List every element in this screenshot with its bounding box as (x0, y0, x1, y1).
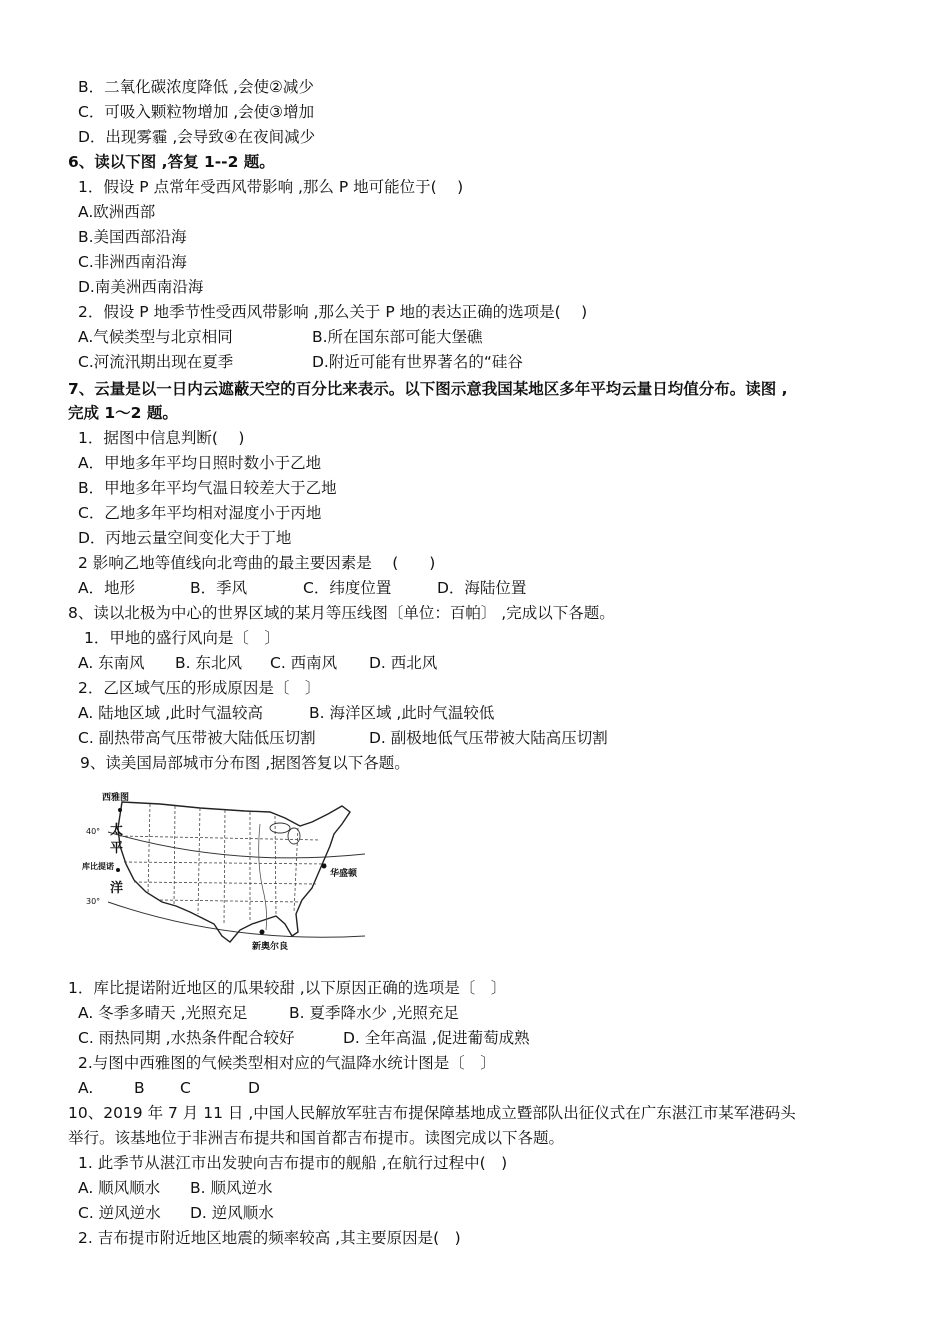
seattle-label: 西雅图 (102, 793, 130, 803)
q10-heading-line2: 举行。该基地位于非洲吉布提共和国首都吉布提市。读图完成以下各题。 (68, 1129, 565, 1147)
q9-heading: 9、读美国局部城市分布图 ,据图答复以下各题。 (80, 754, 410, 772)
q7-1-option-b: B．甲地多年平均气温日较差大于乙地 (78, 479, 337, 497)
pacific-char-2: 平 (110, 841, 124, 856)
q7-2-option-b: B．季风 (190, 579, 248, 597)
q8-1-stem: 1．甲地的盛行风向是〔 〕 (84, 629, 280, 647)
q7-2-stem: 2 影响乙地等值线向北弯曲的最主要因素是 ( ) (78, 554, 436, 572)
q9-1-option-a: A. 冬季多晴天 ,光照充足 (78, 1004, 248, 1022)
q5-option-b: B．二氧化碳浓度降低 ,会使②减少 (78, 78, 314, 96)
q6-1-option-c: C.非洲西南沿海 (78, 253, 187, 271)
q8-heading: 8、读以北极为中心的世界区域的某月等压线图〔单位：百帕〕 ,完成以下各题。 (68, 604, 615, 622)
q10-1-option-a: A. 顺风顺水 (78, 1179, 161, 1197)
q9-2-option-c: C (180, 1079, 191, 1097)
q7-1-option-c: C．乙地多年平均相对湿度小于丙地 (78, 504, 322, 522)
q6-1-option-a: A.欧洲西部 (78, 203, 156, 221)
lat30-label: 30° (86, 897, 101, 906)
q6-1-option-d: D.南美洲西南沿海 (78, 278, 204, 296)
q8-1-option-a: A. 东南风 (78, 654, 145, 672)
q6-heading: 6、读以下图 ,答复 1--2 题。 (68, 153, 275, 171)
q8-1-option-d: D. 西北风 (369, 654, 438, 672)
q6-2-option-d: D.附近可能有世界著名的“硅谷 (312, 353, 523, 371)
q9-2-stem: 2.与图中西雅图的气候类型相对应的气温降水统计图是〔 〕 (78, 1054, 496, 1072)
q9-1-option-c: C. 雨热同期 ,水热条件配合较好 (78, 1029, 295, 1047)
washington-label: 华盛顿 (330, 869, 358, 879)
q8-1-option-b: B. 东北风 (175, 654, 242, 672)
q7-1-option-d: D．丙地云量空间变化大于丁地 (78, 529, 292, 547)
q8-2-option-a: A. 陆地区域 ,此时气温较高 (78, 704, 264, 722)
q10-1-option-b: B. 顺风逆水 (190, 1179, 273, 1197)
q9-1-option-b: B. 夏季降水少 ,光照充足 (289, 1004, 459, 1022)
q10-heading-line1: 10、2019 年 7 月 11 日 ,中国人民解放军驻吉布提保障基地成立暨部队出征仪式在广东湛江市某军港码头 (68, 1104, 796, 1122)
q6-2-option-b: B.所在国东部可能大堡礁 (312, 328, 483, 346)
q9-2-option-d: D (248, 1079, 260, 1097)
q9-1-stem: 1．库比提诺附近地区的瓜果较甜 ,以下原因正确的选项是〔 〕 (68, 979, 507, 997)
q7-heading-line1: 7、云量是以一日内云遮蔽天空的百分比来表示。以下图示意我国某地区多年平均云量日均值分布。读图 , (68, 380, 788, 398)
q7-1-stem: 1．据图中信息判断( ) (78, 429, 245, 447)
q9-2-option-b: B (134, 1079, 145, 1097)
q7-2-option-d: D．海陆位置 (437, 579, 527, 597)
new-orleans-dot (260, 930, 265, 935)
washington-dot (322, 864, 327, 869)
q8-2-option-b: B. 海洋区域 ,此时气温较低 (309, 704, 495, 722)
q10-1-stem: 1. 此季节从湛江市出发驶向吉布提市的舰船 ,在航行过程中( ) (78, 1154, 508, 1172)
q8-2-option-d: D. 副极地低气压带被大陆高压切割 (369, 729, 608, 747)
q6-2-stem: 2．假设 P 地季节性受西风带影响 ,那么关于 P 地的表达正确的选项是( ) (78, 303, 588, 321)
q7-1-option-a: A．甲地多年平均日照时数小于乙地 (78, 454, 322, 472)
seattle-dot (118, 808, 122, 812)
q9-2-option-a: A. (78, 1079, 94, 1097)
usa-city-map (80, 784, 370, 964)
q7-2-option-c: C．纬度位置 (303, 579, 392, 597)
q10-2-stem: 2. 吉布提市附近地区地震的频率较高 ,其主要原因是( ) (78, 1229, 461, 1247)
q6-1-stem: 1．假设 P 点常年受西风带影响 ,那么 P 地可能位于( ) (78, 178, 464, 196)
q6-1-option-b: B.美国西部沿海 (78, 228, 187, 246)
new-orleans-label: 新奥尔良 (252, 942, 289, 952)
q8-2-stem: 2．乙区域气压的形成原因是〔 〕 (78, 679, 321, 697)
q7-2-option-a: A．地形 (78, 579, 136, 597)
q6-2-option-c: C.河流汛期出现在夏季 (78, 353, 234, 371)
q6-2-option-a: A.气候类型与北京相同 (78, 328, 233, 346)
lat40-label: 40° (86, 827, 101, 836)
q5-option-d: D．出现雾霾 ,会导致④在夜间减少 (78, 128, 316, 146)
q7-heading-line2: 完成 1～2 题。 (68, 404, 178, 422)
q8-2-option-c: C. 副热带高气压带被大陆低压切割 (78, 729, 316, 747)
cupertino-dot (116, 868, 120, 872)
q10-1-option-c: C. 逆风逆水 (78, 1204, 161, 1222)
q5-option-c: C．可吸入颗粒物增加 ,会使③增加 (78, 103, 315, 121)
pacific-char-3: 洋 (110, 881, 124, 896)
q10-1-option-d: D. 逆风顺水 (190, 1204, 274, 1222)
q8-1-option-c: C. 西南风 (270, 654, 338, 672)
pacific-char-1: 太 (110, 823, 124, 838)
cupertino-label: 库比提诺 (82, 862, 114, 871)
q9-1-option-d: D. 全年高温 ,促进葡萄成熟 (343, 1029, 530, 1047)
